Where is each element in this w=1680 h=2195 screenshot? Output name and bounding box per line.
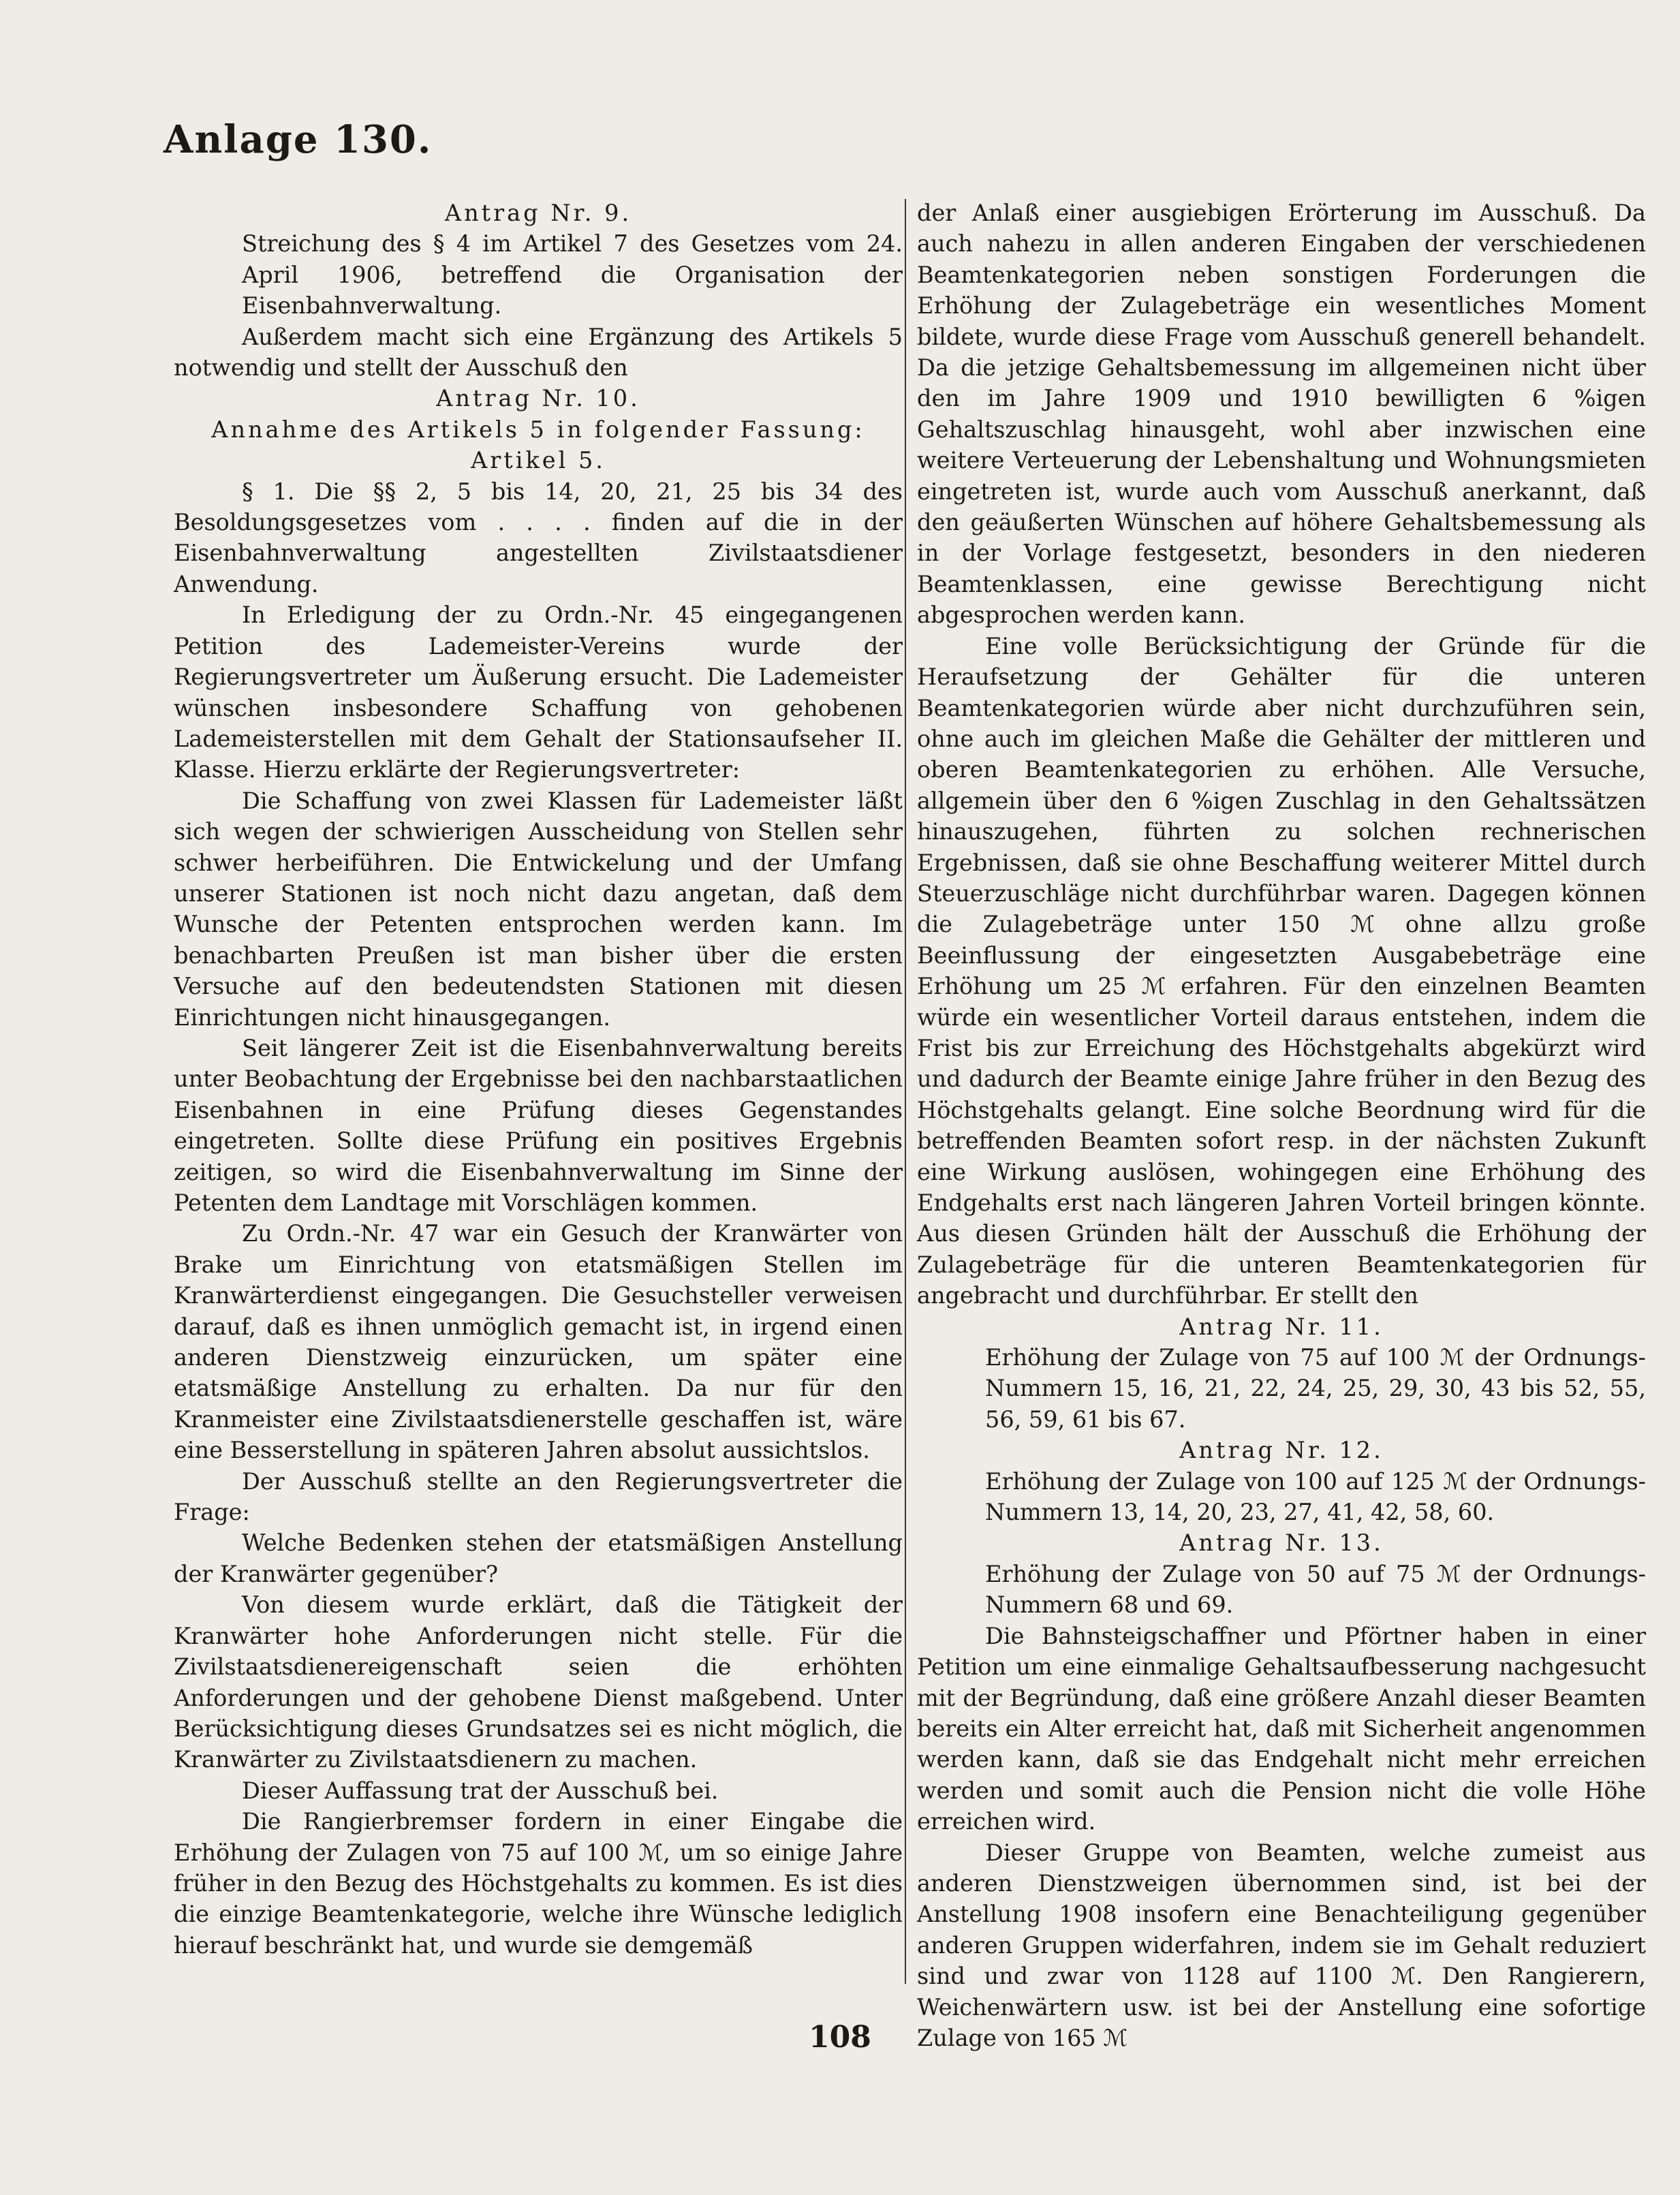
motion-heading: Antrag Nr. 13. — [1179, 1529, 1384, 1557]
paragraph: Außerdem macht sich eine Ergänzung des Artikels 5 notwendig und stellt der Ausschuß den — [174, 323, 903, 382]
motion-heading: Antrag Nr. 9. — [444, 200, 632, 226]
motion-text: Erhöhung der Zulage von 75 auf 100 ℳ der Ordnungs-Nummern 15, 16, 21, 22, 24, 25, 29, 30, 43 bis 52, 55, 56, 59, 61 bis 67. — [985, 1344, 1646, 1433]
right-column — [917, 198, 1646, 2053]
motion-heading: Antrag Nr. 10. — [436, 385, 640, 412]
motion-text: Erhöhung der Zulage von 100 auf 125 ℳ der Ordnungs-Nummern 13, 14, 20, 23, 27, 41, 42, 58, 60. — [985, 1467, 1646, 1526]
motion-heading: Annahme des Artikels 5 in folgender Fassung: — [211, 416, 865, 443]
paragraph: Dieser Auffassung trat der Ausschuß bei. — [242, 1777, 719, 1804]
paragraph: § 1. Die §§ 2, 5 bis 14, 20, 21, 25 bis 34 des Besoldungsgesetzes vom . . . . finden auf die in der Eisenbahnverwaltung angestellten Zivilstaatsdiener Anwendung. — [174, 478, 903, 597]
paragraph: Die Bahnsteigschaffner und Pförtner haben in einer Petition um eine einmalige Gehaltsaufbesserung nachgesucht mit der Begründung, daß eine größere Anzahl dieser Beamten bereits ein Alter erreicht hat, daß mit Sicherheit angenommen werden kann, daß sie das Endgehalt nicht mehr erreichen werden und somit auch die Pension nicht die volle Höhe erreichen wird. — [917, 1622, 1646, 1835]
motion-heading: Antrag Nr. 12. — [1179, 1437, 1384, 1464]
paragraph: der Anlaß einer ausgiebigen Erörterung im Ausschuß. Da auch nahezu in allen anderen Eingaben der verschiedenen Beamtenkategorien neben sonstigen Forderungen die Erhöhung der Zulagebeträge ein wesentliches Moment bildete, wurde diese Frage vom Ausschuß generell behandelt. Da die jetzige Gehaltsbemessung im allgemeinen nicht über den im Jahre 1909 und 1910 bewilligten 6 %igen Gehaltszuschlag hinausgeht, wohl aber inzwischen eine weitere Verteuerung der Lebenshaltung und Wohnungsmieten eingetreten ist, wurde auch vom Ausschuß anerkannt, daß den geäußerten Wünschen auf höhere Gehaltsbemessung als in der Vorlage festgesetzt, besonders in den niederen Beamtenklassen, eine gewisse Berechtigung nicht abgesprochen werden kann. — [917, 200, 1646, 629]
paragraph: Dieser Gruppe von Beamten, welche zumeist aus anderen Dienstzweigen übernommen sind, ist bei der Anstellung 1908 insofern eine Benachteiligung gegenüber anderen Gruppen widerfahren, indem sie im Gehalt reduziert sind und zwar von 1128 auf 1100 ℳ. Den Rangierern, Weichenwärtern usw. ist bei der Anstellung eine sofortige Zulage von 165 ℳ — [917, 1839, 1646, 2051]
page-number: 108 — [809, 2020, 871, 2055]
paragraph: Von diesem wurde erklärt, daß die Tätigkeit der Kranwärter hohe Anforderungen nicht stelle. Für die Zivilstaatsdienereigenschaft seien die erhöhten Anforderungen und der gehobene Dienst maßgebend. Unter Berücksichtigung dieses Grundsatzes sei es nicht möglich, die Kranwärter zu Zivilstaatsdienern zu machen. — [174, 1591, 903, 1773]
page-header: Anlage 130. — [164, 117, 433, 162]
paragraph: Die Rangierbremser fordern in einer Eingabe die Erhöhung der Zulagen von 75 auf 100 ℳ, um so einige Jahre früher in den Bezug des Höchstgehalts zu kommen. Es ist dies die einzige Beamtenkategorie, welche ihre Wünsche lediglich hierauf beschränkt hat, und wurde sie demgemäß — [174, 1808, 903, 1959]
paragraph: Eine volle Berücksichtigung der Gründe für die Heraufsetzung der Gehälter für die unteren Beamtenkategorien würde aber nicht durchzuführen sein, ohne auch im gleichen Maße die Gehälter der mittleren und oberen Beamtenkategorien zu erhöhen. Alle Versuche, allgemein über den 6 %igen Zuschlag in den Gehaltssätzen hinauszugehen, führten zu solchen rechnerischen Ergebnissen, daß sie ohne Beschaffung weiterer Mittel durch Steuerzuschläge nicht durchführbar waren. Dagegen können die Zulagebeträge unter 150 ℳ ohne allzu große Beeinflussung der eingesetzten Ausgabebeträge eine Erhöhung um 25 ℳ erfahren. Für den einzelnen Beamten würde ein wesentlicher Vorteil daraus entstehen, indem die Frist bis zur Erreichung des Höchstgehalts abgekürzt wird und dadurch der Beamte einige Jahre früher in den Bezug des Höchstgehalts gelangt. Eine solche Beordnung wird für die betreffenden Beamten sofort resp. in der nächsten Zukunft eine Wirkung auslösen, wohingegen eine Erhöhung des Endgehalts erst nach längeren Jahren Vorteil bringen könnte. Aus diesen Gründen hält der Ausschuß die Erhöhung der Zulagebeträge für die unteren Beamtenkategorien für angebracht und durchführbar. Er stellt den — [917, 632, 1646, 1309]
motion-text: Erhöhung der Zulage von 50 auf 75 ℳ der Ordnungs-Nummern 68 und 69. — [985, 1560, 1646, 1619]
paragraph: Welche Bedenken stehen der etatsmäßigen Anstellung der Kranwärter gegenüber? — [174, 1529, 903, 1587]
paragraph: In Erledigung der zu Ordn.-Nr. 45 eingegangenen Petition des Lademeister-Vereins wurde der Regierungsvertreter um Äußerung ersucht. Die Lademeister wünschen insbesondere Schaffung von gehobenen Lademeisterstellen mit dem Gehalt der Stationsaufseher II. Klasse. Hierzu erklärte der Regierungsvertreter: — [174, 602, 903, 783]
paragraph: Zu Ordn.-Nr. 47 war ein Gesuch der Kranwärter von Brake um Einrichtung von etatsmäßigen Stellen im Kranwärterdienst eingegangen. Die Gesuchsteller verweisen darauf, daß es ihnen unmöglich gemacht ist, in irgend einen anderen Dienstzweig einzurücken, um später eine etatsmäßige Anstellung zu erhalten. Da nur für den Kranmeister eine Zivilstaatsdienerstelle geschaffen ist, wäre eine Besserstellung in späteren Jahren absolut aussichtslos. — [174, 1220, 903, 1464]
paragraph: Die Schaffung von zwei Klassen für Lademeister läßt sich wegen der schwierigen Ausscheidung von Stellen sehr schwer herbeiführen. Die Entwickelung und der Umfang unserer Stationen ist noch nicht dazu angetan, daß dem Wunsche der Petenten entsprochen werden kann. Im benachbarten Preußen ist man bisher über die ersten Versuche auf den bedeutendsten Stationen mit diesen Einrichtungen nicht hinausgegangen. — [174, 787, 903, 1031]
left-column — [174, 198, 903, 1961]
motion-text: Streichung des § 4 im Artikel 7 des Gesetzes vom 24. April 1906, betreffend die Organisation der Eisenbahnverwaltung. — [242, 230, 903, 320]
paragraph: Der Ausschuß stellte an den Regierungsvertreter die Frage: — [174, 1467, 903, 1526]
paragraph: Seit längerer Zeit ist die Eisenbahnverwaltung bereits unter Beobachtung der Ergebnisse bei den nachbarstaatlichen Eisenbahnen in eine Prüfung dieses Gegenstandes eingetreten. Sollte diese Prüfung ein positives Ergebnis zeitigen, so wird die Eisenbahnverwaltung im Sinne der Petenten dem Landtage mit Vorschlägen kommen. — [174, 1034, 903, 1216]
motion-heading: Artikel 5. — [471, 447, 606, 474]
column-divider — [905, 199, 906, 1984]
motion-heading: Antrag Nr. 11. — [1179, 1313, 1384, 1340]
